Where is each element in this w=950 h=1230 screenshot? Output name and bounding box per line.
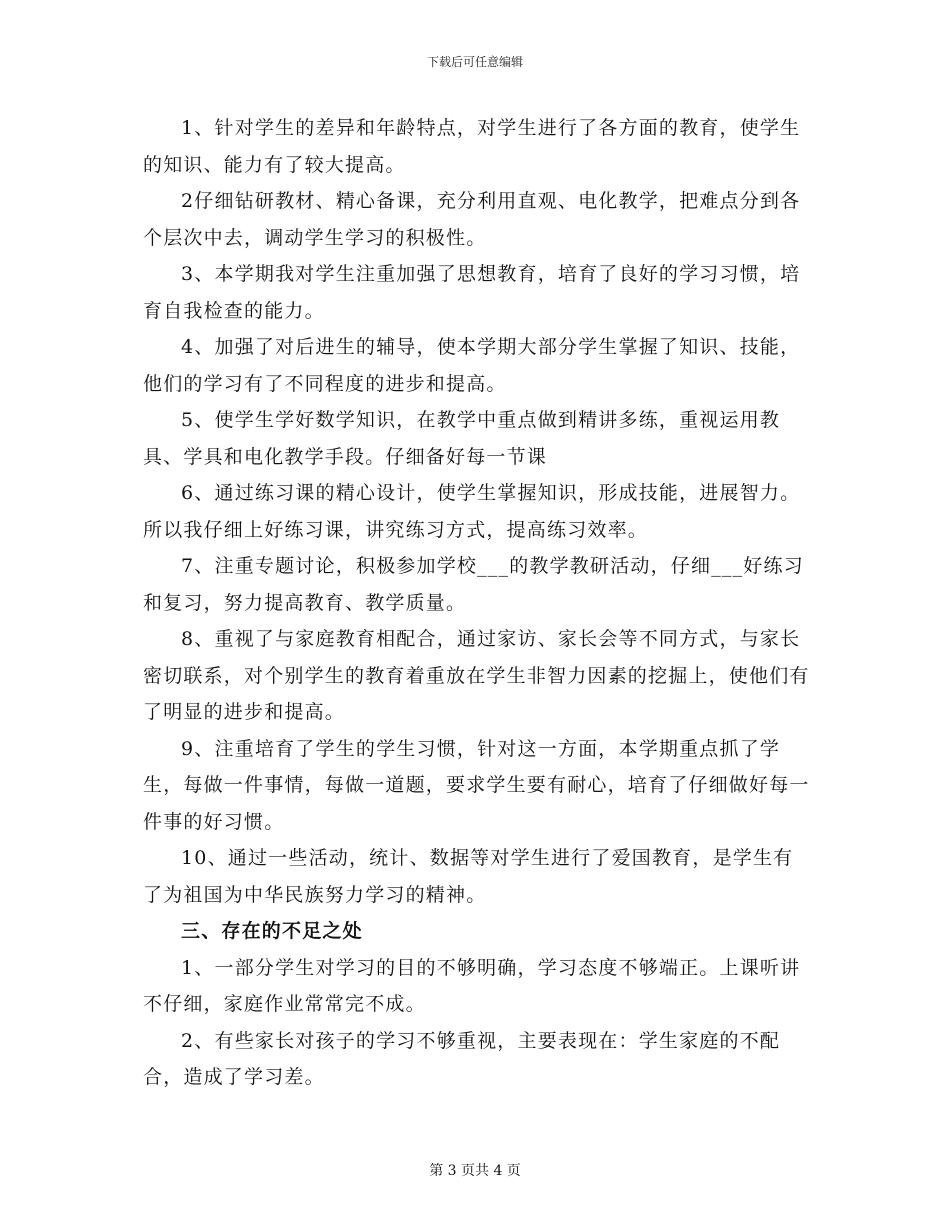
section-heading: 三、存在的不足之处 — [181, 920, 363, 942]
paragraph-item-3: 3、本学期我对学生注重加强了思想教育，培育了良好的学习习惯，培育自我检查的能力。 — [143, 263, 801, 322]
paragraph-item-10: 10、通过一些活动，统计、数据等对学生进行了爱国教育，是学生有了为祖国为中华民族努力学习的精神。 — [143, 847, 794, 906]
paragraph-item-7: 7、注重专题讨论，积极参加学校___的教学教研活动，仔细___好练习和复习，努力提高教育、教学质量。 — [143, 555, 804, 614]
paragraph-item-2: 2仔细钻研教材、精心备课，充分利用直观、电化教学，把难点分到各个层次中去，调动学生学习的积极性。 — [143, 190, 801, 249]
paragraph-item-9: 9、注重培育了学生的学生习惯，针对这一方面，本学期重点抓了学生，每做一件事情，每做一道题，要求学生要有耐心，培育了仔细做好每一件事的好习惯。 — [143, 737, 810, 833]
paragraph-item-8: 8、重视了与家庭教育相配合，通过家访、家长会等不同方式，与家长密切联系，对个别学生的教育着重放在学生非智力因素的挖掘上，使他们有了明显的进步和提高。 — [143, 628, 810, 723]
document-body — [143, 110, 811, 1096]
shortcoming-item-1: 1、一部分学生对学习的目的不够明确，学习态度不够端正。上课听讲不仔细，家庭作业常常完不成。 — [143, 956, 801, 1015]
paragraph-item-5: 5、使学生学好数学知识，在教学中重点做到精讲多练，重视运用教具、学具和电化教学手段。仔细备好每一节课 — [143, 409, 781, 468]
paragraph-item-1: 1、针对学生的差异和年龄特点，对学生进行了各方面的教育，使学生的知识、能力有了较大提高。 — [143, 117, 801, 176]
paragraph-item-4: 4、加强了对后进生的辅导，使本学期大部分学生掌握了知识、技能，他们的学习有了不同程度的进步和提高。 — [143, 336, 801, 395]
page-footer: 第 3 页共 4 页 — [429, 1163, 521, 1179]
page-header: 下载后可任意编辑 — [426, 55, 523, 69]
paragraph-item-6: 6、通过练习课的精心设计，使学生掌握知识，形成技能，进展智力。所以我仔细上好练习课，讲究练习方式，提高练习效率。 — [143, 482, 801, 541]
shortcoming-item-2: 2、有些家长对孩子的学习不够重视，主要表现在：学生家庭的不配合，造成了学习差。 — [143, 1029, 781, 1088]
